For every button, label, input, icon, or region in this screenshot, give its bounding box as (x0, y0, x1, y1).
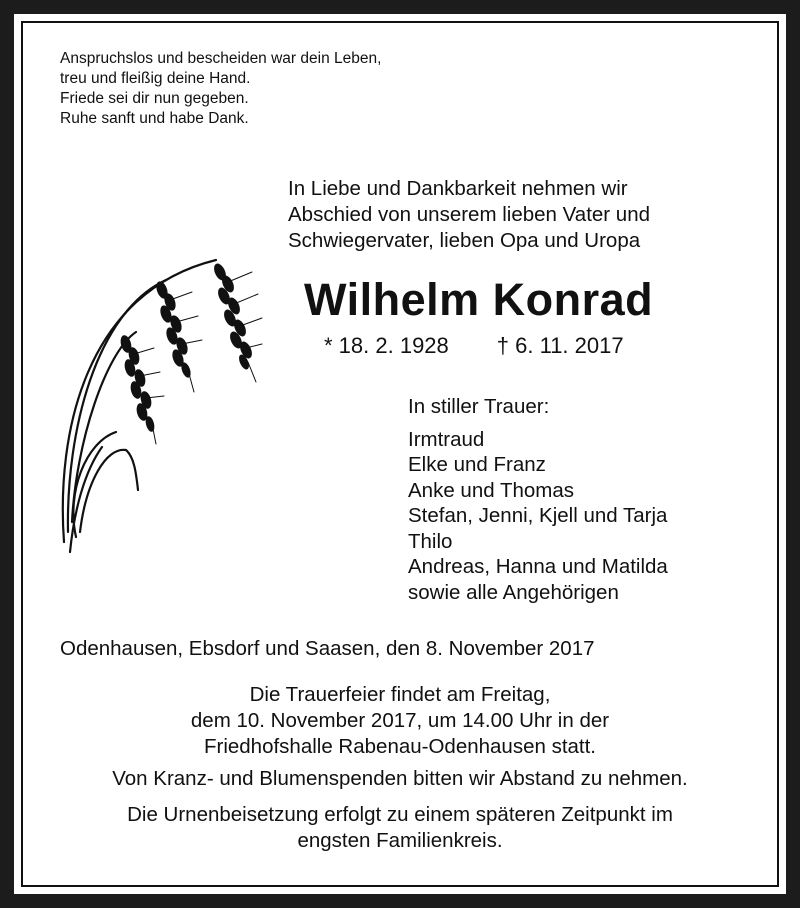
mourner-entry: Thilo (408, 529, 453, 553)
mourner-entry: Stefan, Jenni, Kjell und Tarja (408, 504, 668, 527)
birth-date: * 18. 2. 1928 (324, 333, 449, 358)
intro-line: In Liebe und Dankbarkeit nehmen wir (288, 177, 628, 200)
poem (60, 49, 381, 129)
ceremony-line: Die Trauerfeier findet am Freitag, (249, 683, 551, 706)
mourner-entry: sowie alle Angehörigen (408, 580, 619, 604)
mourners-heading: In stiller Trauer: (408, 395, 550, 418)
urn-line: Die Urnenbeisetzung erfolgt zu einem späteren Zeitpunkt im (127, 803, 673, 826)
ceremony-line: dem 10. November 2017, um 14.00 Uhr in der (190, 709, 610, 732)
place-and-date: Odenhausen, Ebsdorf und Saasen, den 8. November 2017 (60, 637, 595, 660)
intro-text (288, 176, 650, 254)
intro-line: Abschied von unserem lieben Vater und (288, 203, 651, 226)
intro-line: Schwiegervater, lieben Opa und Uropa (288, 229, 641, 252)
mourners-list (408, 394, 668, 605)
mourner-entry: Anke und Thomas (408, 478, 575, 502)
poem-line: Ruhe sanft und habe Dank. (60, 110, 249, 127)
wheat-ears-icon (56, 232, 266, 557)
flowers-line: Von Kranz- und Blumenspenden bitten wir Abstand zu nehmen. (112, 767, 688, 790)
urn-burial-info (34, 802, 766, 854)
ceremony-line: Friedhofshalle Rabenau-Odenhausen statt. (203, 735, 597, 758)
deceased-name: Wilhelm Konrad (304, 274, 654, 325)
ceremony-info (34, 682, 766, 760)
death-date: † 6. 11. 2017 (496, 333, 624, 358)
life-dates (324, 332, 624, 360)
poem-line: Friede sei dir nun gegeben. (60, 90, 249, 107)
mourner-entry: Irmtraud (408, 427, 485, 451)
mourner-entry: Andreas, Hanna und Matilda (408, 555, 668, 578)
poem-line: treu und fleißig deine Hand. (60, 70, 251, 87)
flowers-note (34, 766, 766, 792)
urn-line: engsten Familienkreis. (297, 829, 503, 852)
obituary-notice (14, 14, 786, 894)
poem-line: Anspruchslos und bescheiden war dein Leben, (60, 50, 382, 67)
mourner-entry: Elke und Franz (408, 453, 546, 476)
